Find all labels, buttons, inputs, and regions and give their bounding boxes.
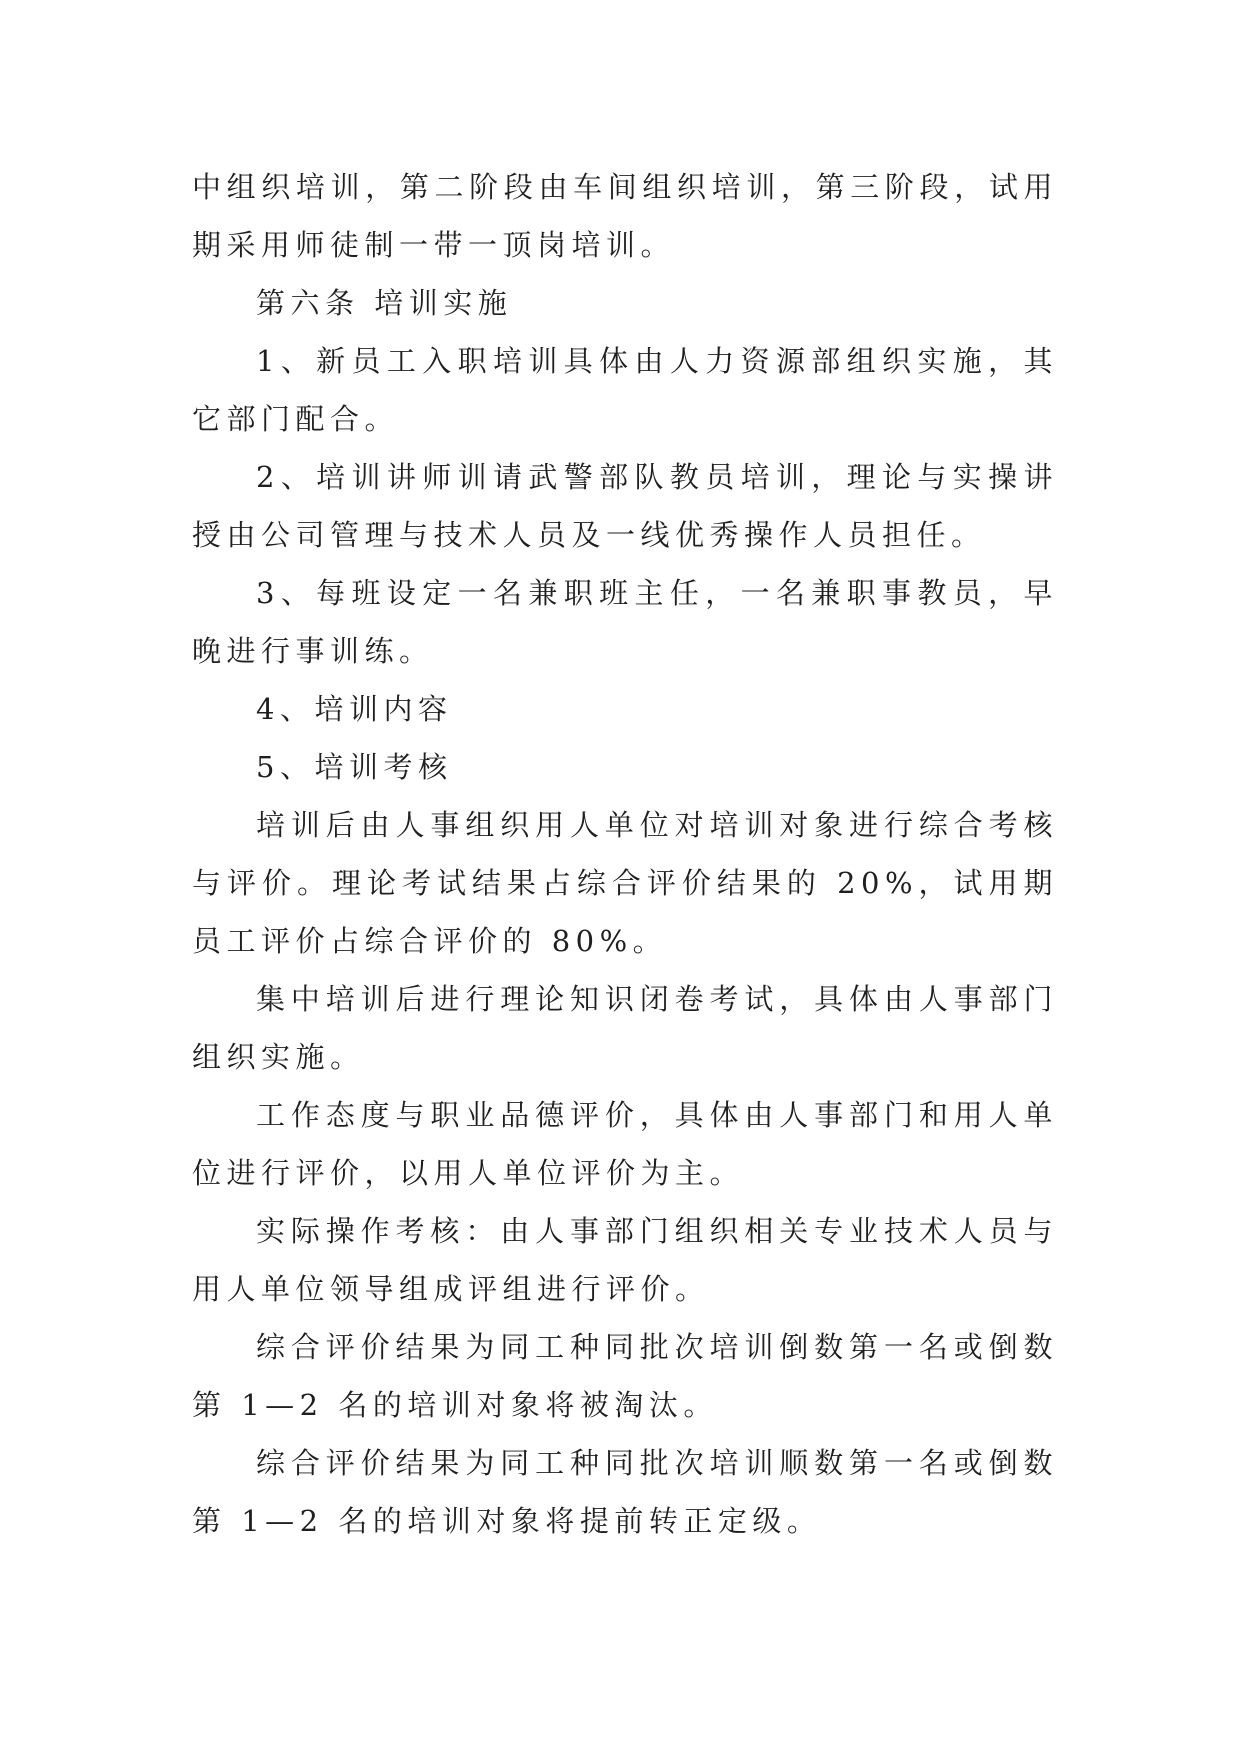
paragraph-elimination: 综合评价结果为同工种同批次培训倒数第一名或倒数第 1—2 名的培训对象将被淘汰。 — [192, 1330, 1058, 1422]
paragraph-item-4: 4、培训内容 — [256, 692, 453, 726]
paragraph-item-5: 5、培训考核 — [256, 750, 453, 784]
document-body — [192, 158, 1058, 1550]
paragraph-promotion: 综合评价结果为同工种同批次培训顺数第一名或倒数第 1—2 名的培训对象将提前转正定级。 — [192, 1446, 1058, 1538]
paragraph-continued: 中组织培训，第二阶段由车间组织培训，第三阶段，试用期采用师徒制一带一顶岗培训。 — [192, 170, 1058, 262]
paragraph-assessment: 培训后由人事组织用人单位对培训对象进行综合考核与评价。理论考试结果占综合评价结果的 20%，试用期员工评价占综合评价的 80%。 — [192, 808, 1058, 958]
section-heading-article-6: 第六条 培训实施 — [256, 286, 513, 320]
paragraph-item-3: 3、每班设定一名兼职班主任，一名兼职事教员，早晚进行事训练。 — [192, 576, 1058, 668]
paragraph-attitude: 工作态度与职业品德评价，具体由人事部门和用人单位进行评价，以用人单位评价为主。 — [192, 1098, 1058, 1190]
paragraph-item-2: 2、培训讲师训请武警部队教员培训，理论与实操讲授由公司管理与技术人员及一线优秀操作人员担任。 — [192, 460, 1058, 552]
paragraph-item-1: 1、新员工入职培训具体由人力资源部组织实施，其它部门配合。 — [192, 344, 1058, 436]
paragraph-exam: 集中培训后进行理论知识闭卷考试，具体由人事部门组织实施。 — [192, 982, 1058, 1074]
paragraph-practical: 实际操作考核：由人事部门组织相关专业技术人员与用人单位领导组成评组进行评价。 — [192, 1214, 1058, 1306]
